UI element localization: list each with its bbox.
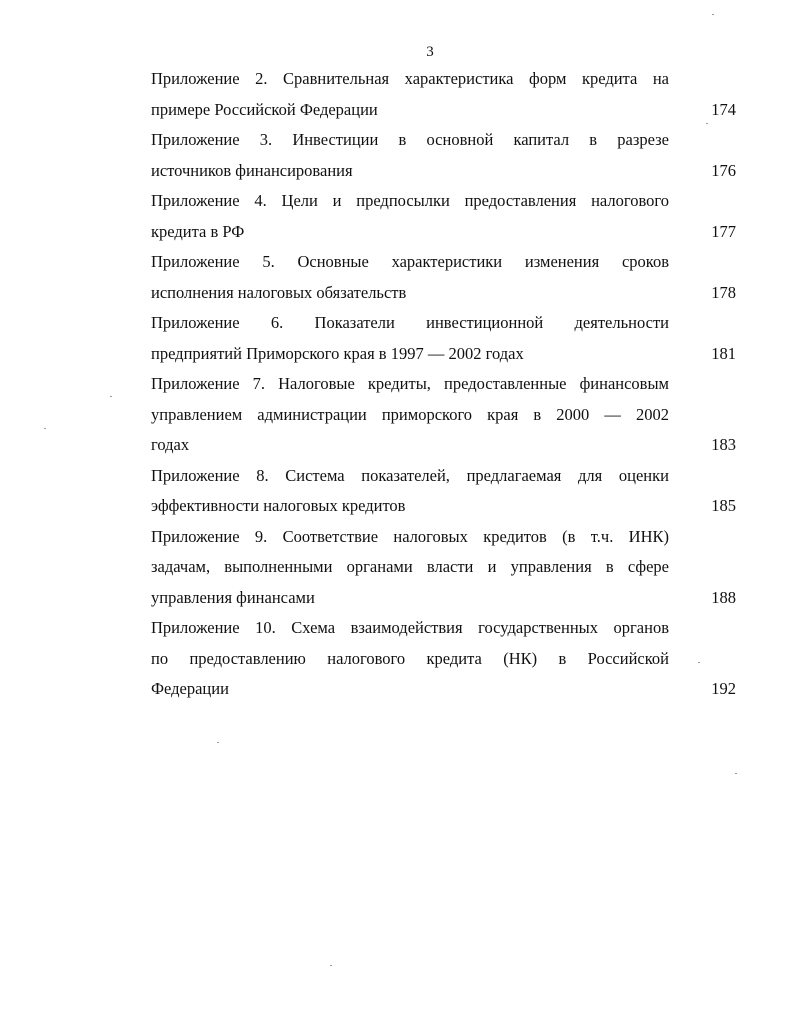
toc-entry-title-line: Федерации <box>151 679 229 698</box>
toc-entry-appendix-9 <box>151 522 736 614</box>
scan-speck <box>44 428 46 429</box>
toc-entry-title-line: предприятий Приморского края в 1997 — 2002 годах <box>151 343 524 363</box>
toc-entry-title-line: Приложение 6. Показатели инвестиционной деятельности <box>151 313 669 332</box>
toc-entry-title-line: исполнения налоговых обязательств <box>151 282 407 302</box>
toc-entry-appendix-8 <box>151 461 736 522</box>
toc-entry-appendix-10 <box>151 613 736 705</box>
toc-entry-page-number: 188 <box>711 587 736 607</box>
scan-speck <box>110 396 112 397</box>
toc-entry-title-line: Приложение 2. Сравнительная характеристика форм кредита на <box>151 69 669 88</box>
toc-entry-title-line: источников финансирования <box>151 160 353 180</box>
page-number: 3 <box>426 44 434 60</box>
toc-entry-page-number: 174 <box>711 99 736 119</box>
toc-entry-title-line: Приложение 3. Инвестиции в основной капитал в разрезе <box>151 130 669 149</box>
toc-entry-title-line: задачам, выполненными органами власти и управления в сфере <box>151 557 669 576</box>
scan-speck <box>706 123 708 124</box>
toc-entry-appendix-3 <box>151 125 736 186</box>
toc-entry-title-line: эффективности налоговых кредитов <box>151 496 406 515</box>
toc-entry-page-number: 185 <box>711 496 736 515</box>
scan-speck <box>735 773 737 774</box>
toc-entry-appendix-2 <box>151 64 736 125</box>
toc-entry-page-number: 192 <box>711 679 736 698</box>
scan-speck <box>217 742 219 743</box>
toc-entry-page-number: 181 <box>711 343 736 363</box>
toc-entry-page-number: 183 <box>711 435 736 454</box>
toc-entry-appendix-4 <box>151 186 736 247</box>
toc-entry-title-line: Приложение 7. Налоговые кредиты, предоставленные финансовым <box>151 374 669 393</box>
toc-entry-appendix-5 <box>151 247 736 308</box>
toc-entry-title-line: кредита в РФ <box>151 221 245 241</box>
toc-entry-page-number: 176 <box>711 160 736 180</box>
toc-entry-page-number: 178 <box>711 282 736 302</box>
toc-entry-appendix-7 <box>151 369 736 461</box>
toc-entry-title-line: примере Российской Федерации <box>151 99 378 119</box>
scan-speck <box>330 965 332 966</box>
toc-entry-title-line: Приложение 9. Соответствие налоговых кредитов (в т.ч. ИНК) <box>151 526 669 546</box>
table-of-contents <box>151 64 736 705</box>
toc-entry-title-line: годах <box>151 435 190 454</box>
scan-speck <box>712 14 714 15</box>
scan-speck <box>698 662 700 663</box>
toc-entry-page-number: 177 <box>711 221 736 241</box>
toc-entry-title-line: по предоставлению налогового кредита (НК) в Российской <box>151 648 669 668</box>
toc-entry-title-line: Приложение 4. Цели и предпосылки предоставления налогового <box>151 191 669 210</box>
toc-entry-title-line: управления финансами <box>151 587 315 607</box>
toc-entry-title-line: Приложение 10. Схема взаимодействия государственных органов <box>151 618 669 637</box>
toc-entry-title-line: управлением администрации приморского края в 2000 — 2002 <box>151 404 669 424</box>
toc-entry-appendix-6 <box>151 308 736 369</box>
toc-entry-title-line: Приложение 5. Основные характеристики изменения сроков <box>151 252 669 271</box>
toc-entry-title-line: Приложение 8. Система показателей, предлагаемая для оценки <box>151 465 669 485</box>
